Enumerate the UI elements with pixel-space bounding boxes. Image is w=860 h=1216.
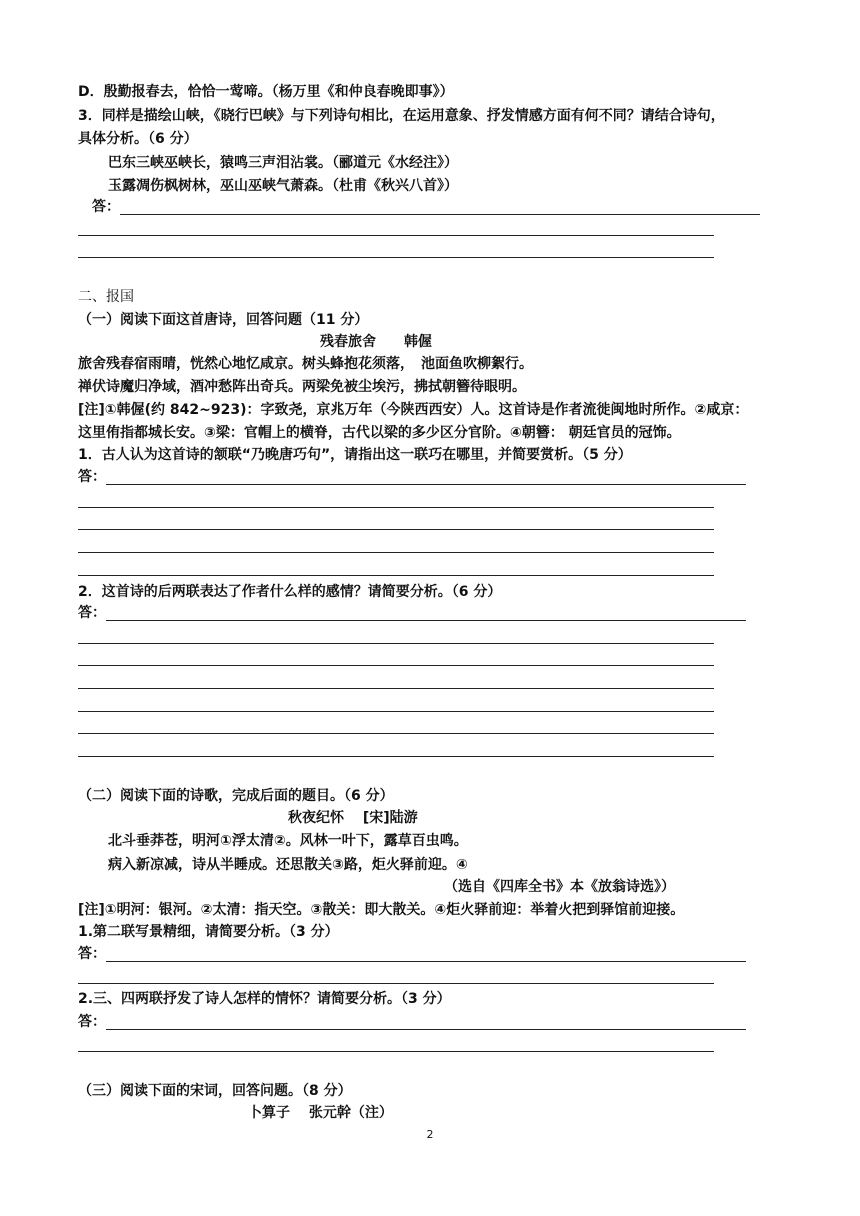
poem-1-question-2: 2．这首诗的后两联表达了作者什么样的感情？请简要分析。（6 分） [78,584,502,600]
poem-2-title: 秋夜纪怀 [宋]陆游 [288,810,418,826]
answer-line[interactable] [120,214,760,215]
poem-2-line-1: 北斗垂莽苍，明河①浮太清②。风林一叶下，露草百虫鸣。 [108,833,468,849]
answer-line[interactable] [78,257,714,258]
answer-line[interactable] [78,711,714,712]
poem-2-source: （选自《四库全书》本《放翁诗选》） [444,879,675,895]
poem-1-note-1: [注]①韩偓(约 842~923)：字致尧，京兆万年（今陕西西安）人。这首诗是作者流徙闽地时所作。②咸京： [78,402,749,418]
answer-line[interactable] [106,1029,746,1030]
passage-3-heading: （三）阅读下面的宋词，回答问题。（8 分） [78,1083,352,1099]
answer-line[interactable] [106,484,746,485]
question-3: 3．同样是描绘山峡，《晓行巴峡》与下列诗句相比，在运用意象、抒发情感方面有何不同？请结合诗句， [78,108,725,124]
poem-1-question-1: 1．古人认为这首诗的颔联“乃晚唐巧句”，请指出这一联巧在哪里，并简要赏析。（5 分） [78,447,632,463]
poem-3-title: 卜算子 张元幹（注） [248,1105,393,1121]
answer-line[interactable] [78,733,714,734]
poem-2-question-2: 2.三、四两联抒发了诗人怎样的情怀？请简要分析。（3 分） [78,991,451,1007]
answer-line[interactable] [78,1051,714,1052]
answer-label: 答： [78,946,106,962]
answer-line[interactable] [106,620,746,621]
poem-2-note: [注]①明河：银河。②太清：指天空。③散关：即大散关。④炬火驿前迎：举着火把到驿馆前迎接。 [78,902,685,918]
answer-line[interactable] [78,507,714,508]
poem-1-line-2: 禅伏诗魔归净域，酒冲愁阵出奇兵。两梁免被尘埃污，拂拭朝簪待眼明。 [78,379,526,395]
poem-1-note-2: 这里侑指都城长安。③梁：官帽上的横脊，古代以梁的多少区分官阶。④朝簪： 朝廷官员的冠饰。 [78,425,681,441]
answer-label: 答： [78,1014,106,1030]
poem-2-question-1: 1.第二联写景精细，请简要分析。（3 分） [78,924,339,940]
answer-label: 答： [78,605,106,621]
answer-line[interactable] [78,235,714,236]
poem-2-line-2: 病入新凉减，诗从半睡成。还思散关③路，炬火驿前迎。④ [108,857,468,873]
answer-line[interactable] [78,688,714,689]
answer-line[interactable] [78,665,714,666]
answer-line[interactable] [78,575,714,576]
quoted-poem-1: 巴东三峡巫峡长，猿鸣三声泪沾裳。（郦道元《水经注》） [108,155,458,171]
answer-label: 答： [78,469,106,485]
answer-line[interactable] [78,756,714,757]
answer-line[interactable] [78,529,714,530]
question-3-cont: 具体分析。（6 分） [78,131,198,147]
passage-2-heading: （二）阅读下面的诗歌，完成后面的题目。（6 分） [78,788,394,804]
option-d: D．殷勤报春去，恰恰一莺啼。（杨万里《和仲良春晚即事》） [78,84,454,100]
answer-line[interactable] [106,961,746,962]
page-number: 2 [426,1128,434,1141]
section-heading: 二、报国 [78,289,134,305]
poem-1-line-1: 旅舍残春宿雨晴，恍然心地忆咸京。树头蜂抱花须落， 池面鱼吹柳絮行。 [78,356,533,372]
answer-label: 答： [92,199,120,215]
answer-line[interactable] [78,643,714,644]
quoted-poem-2: 玉露凋伤枫树林，巫山巫峡气萧森。（杜甫《秋兴八首》） [108,178,458,194]
answer-line[interactable] [78,552,714,553]
poem-1-title: 残春旅舍 韩偓 [320,334,432,350]
passage-1-heading: （一）阅读下面这首唐诗，回答问题（11 分） [78,312,369,328]
answer-line[interactable] [78,983,714,984]
